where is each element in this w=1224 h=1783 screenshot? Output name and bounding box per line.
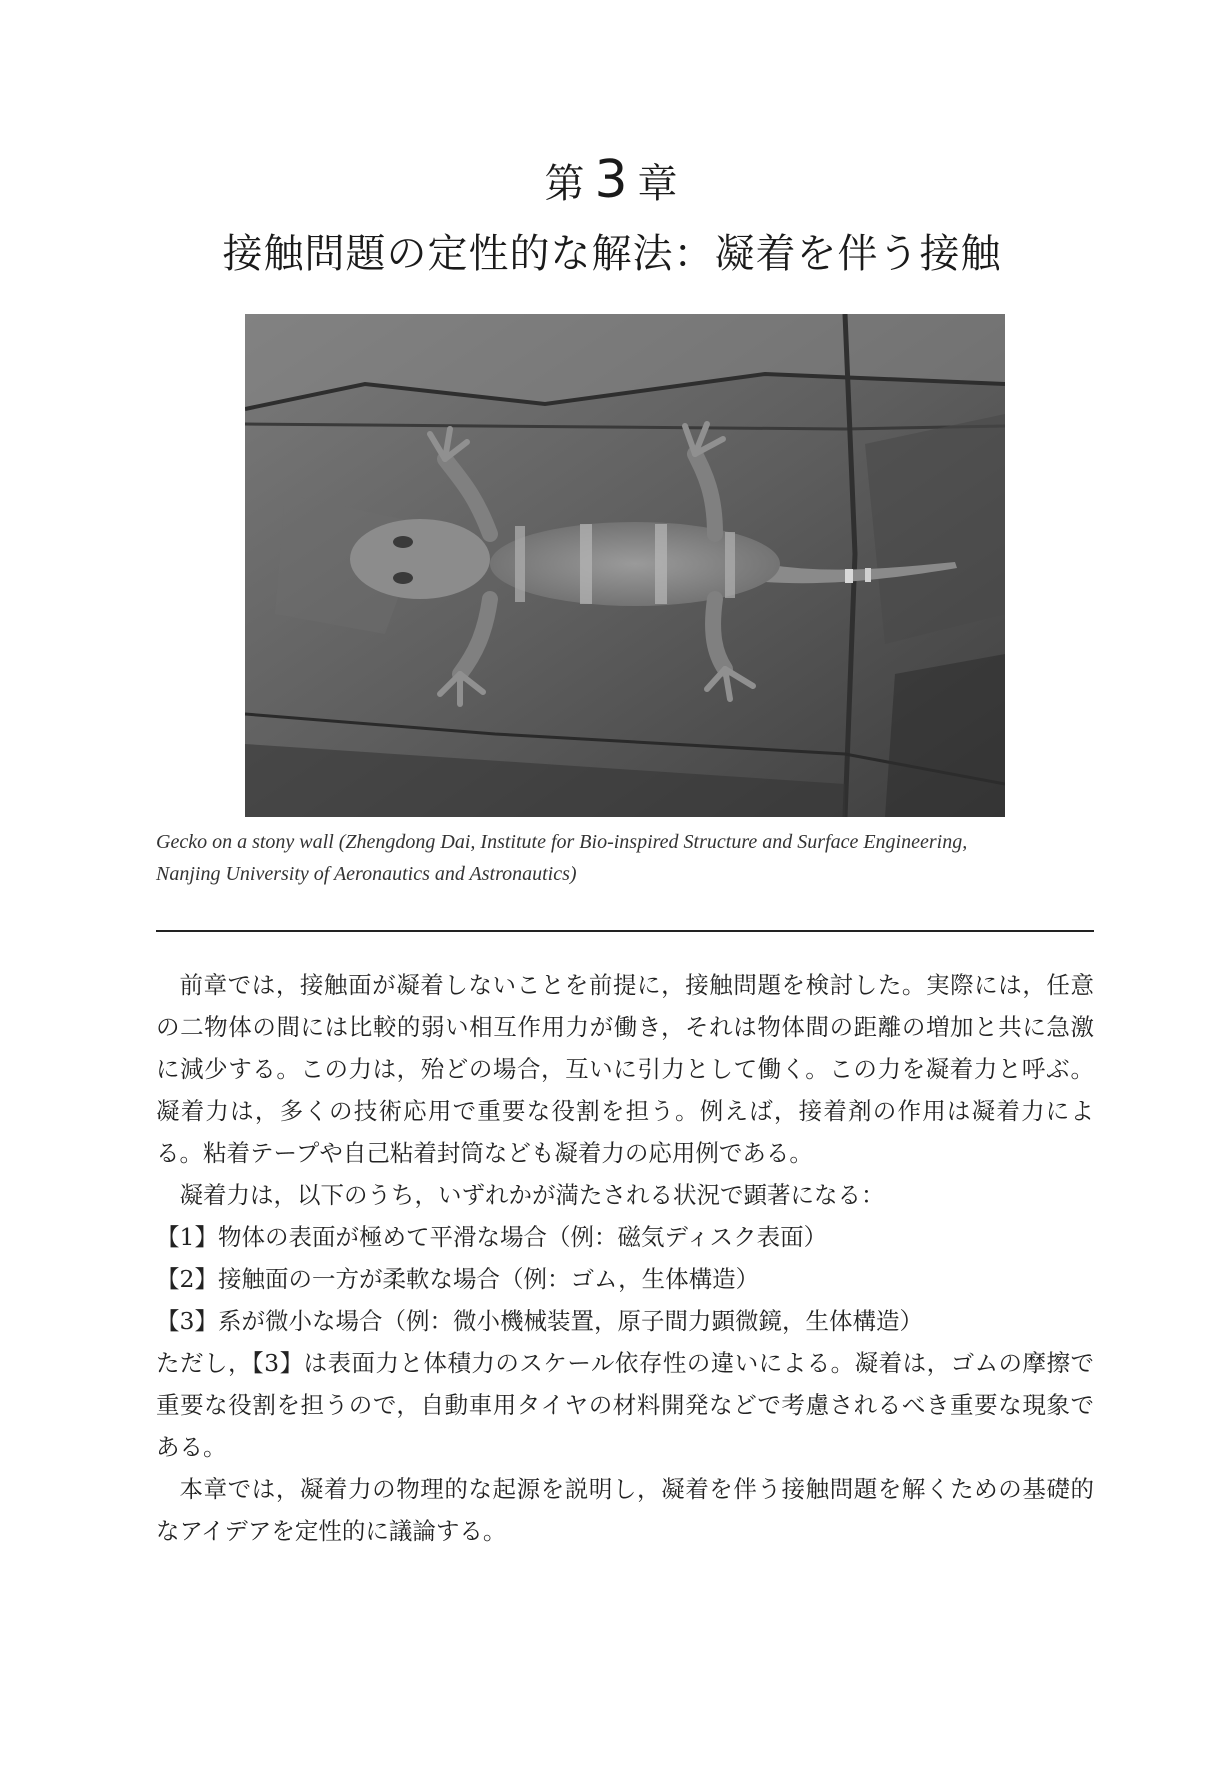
paragraph-4: 本章では，凝着力の物理的な起源を説明し，凝着を伴う接触問題を解くための基礎的なアイデアを定性的に議論する。 <box>156 1475 1094 1545</box>
list-item-1: 【1】物体の表面が極めて平滑な場合（例：磁気ディスク表面） <box>156 1223 828 1251</box>
divider-rule <box>156 930 1094 932</box>
paragraph-1: 前章では，接触面が凝着しないことを前提に，接触問題を検討した。実際には，任意の二物体の間には比較的弱い相互作用力が働き，それは物体間の距離の増加と共に急激に減少する。この力は，殆どの場合，互いに引力として働く。この力を凝着力と呼ぶ。凝着力は，多くの技術応用で重要な役割を担う。例えば，接着剤の作用は凝着力による。粘着テープや自己粘着封筒なども凝着力の応用例である。 <box>156 971 1094 1167</box>
paragraph-3: ただし，【3】は表面力と体積力のスケール依存性の違いによる。凝着は，ゴムの摩擦で重要な役割を担うので，自動車用タイヤの材料開発などで考慮されるべき重要な現象である。 <box>156 1349 1094 1461</box>
caption-line-1: Gecko on a stony wall (Zhengdong Dai, Institute for Bio-inspired Structure and Surface Engineering, <box>156 831 968 853</box>
gecko-photo <box>245 314 1005 817</box>
caption-line-2: Nanjing University of Aeronautics and Astronautics) <box>156 863 577 885</box>
chapter-prefix: 第 <box>544 161 587 207</box>
body-text <box>156 964 1094 1552</box>
paragraph-2: 凝着力は，以下のうち，いずれかが満たされる状況で顕著になる： <box>179 1181 885 1209</box>
list-item-3: 【3】系が微小な場合（例：微小機械装置，原子間力顕微鏡，生体構造） <box>156 1307 923 1335</box>
chapter-number-digit: 3 <box>594 150 630 210</box>
figure-caption <box>156 826 1096 890</box>
list-item-2: 【2】接触面の一方が柔軟な場合（例：ゴム，生体構造） <box>156 1265 760 1293</box>
chapter-number <box>0 150 1224 210</box>
chapter-suffix: 章 <box>637 161 680 207</box>
chapter-title: 接触問題の定性的な解法：凝着を伴う接触 <box>222 231 1002 277</box>
